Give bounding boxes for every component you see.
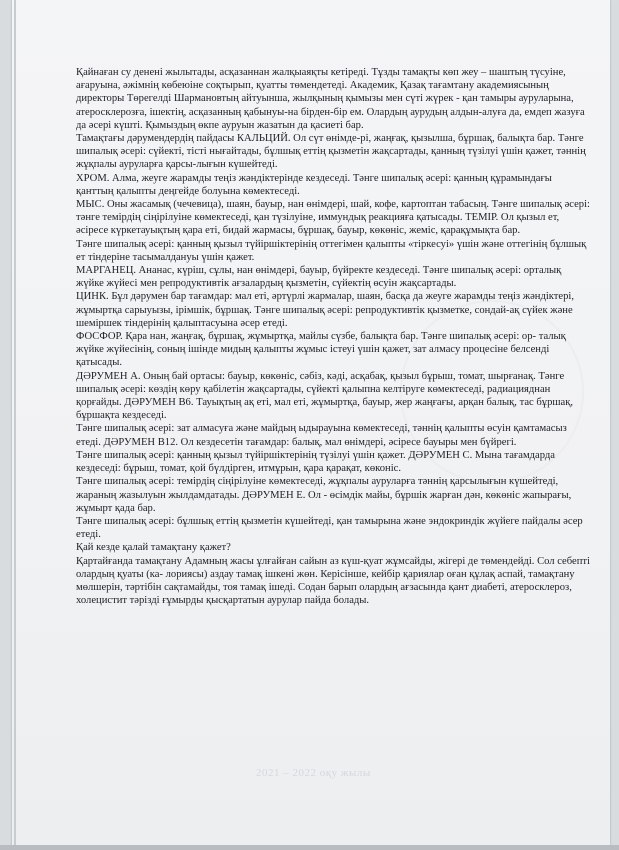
paragraph-calcium: Тамақтағы дәрумендердің пайдасы КАЛЬЦИЙ. Ол сүт өнімде-рі, жаңғақ, қызылша, бұршақ, балықта бар. Тәнге шипалық әсері: сүйекті, тісті нығайтады, бұлшық еттің қызметін жақсартады, қанның түзілуі үшін қажет, тәннің жұқпалы ауруларға қарсы-лығын күшейтеді. [76, 133, 586, 171]
page-edge [14, 0, 16, 850]
paragraph-copper-iron: МЫС. Оны жасамық (чечевица), шаян, бауыр, нан өнімдері, шай, кофе, картоптан табасың. Тәнге шипалық әсері: тәнге темірдің сіңірілуіне көмектеседі, қан түзілуіне, иммундық реакцияға қатысады. ТЕМІР. Ол қызыл ет, әсіресе күркетауықтың қара еті, бидай жармасы, бұршақ, бауыр, көкөніс, жеміс, қарақұмықта бар. [76, 199, 590, 237]
paragraph-vitamin-b12: Тәнге шипалық әсері: зат алмасуға және майдың ыдырауына көмектеседі, тәннің қалыпты өсуін қамтамасыз етеді. ДӘРУМЕН В12. Ол кездесетін тағамдар: балық, мал өнімдері, әсіресе бауыры мен бүйрегі. [76, 423, 567, 448]
paragraph-vitamin-a-b6: ДӘРУМЕН А. Оның бай ортасы: бауыр, көкөніс, сәбіз, кәді, асқабақ, қызыл бұрыш, томат, шырғанақ. Тәнге шипалық әсері: көздің көру қабілетін жақсартады, сүйекті қалыпна келтіруге көмектеседі, радиацияднан қорғайды. ДӘРУМЕН В6. Тауықтың ақ еті, мал еті, жұмыртқа, бауыр, жер жаңғағы, арқан балық, тас бұршақ, бұршақта кездеседі. [76, 370, 574, 422]
document-body [76, 66, 590, 607]
paragraph-manganese: МАРГАНЕЦ. Ананас, күріш, сұлы, нан өнімдері, бауыр, бүйректе кездеседі. Тәнге шипалық әсері: орталық жүйке жүйесі мен репродуктивтік ағзалардың қызметін, сүйектің өсуін жақсартады. [76, 265, 562, 290]
paragraph-vitamin-e: Тәнге шипалық әсері: темірдің сіңірілуіне көмектеседі, жұқпалы ауруларға тәннің қарсылығын күшейтеді, жараның жазылуын жылдамдатады. ДӘРУМЕН Е. Ол - өсімдік майы, бұршік жарған дән, көкөніс жапырағы, жұмырт қада бар. [76, 476, 572, 514]
paragraph-zinc: ЦИНК. Бұл дәрумен бар тағамдар: мал еті, әртүрлі жармалар, шаян, басқа да жеуге жарамды теңіз жәндіктері, жұмыртқа сарыуызы, ірімшік, бұршақ. Тәнге шипалық әсері: репродуктивтік қызметке, сондай-ақ сүйек және шеміршек тіндерінің қалыптасуына әсер етеді. [76, 291, 575, 329]
paragraph-boiled-water: Қайнаған су денені жылытады, асқазаннан жалқыаяқты кетіреді. Тұзды тамақты көп жеу – шаштың түсуіне, ағаруына, әжімнің көбеюіне соқтырып, қуатты төмендетеді. Академик, Қазақ тағамтану академиясының директоры Төрегелді Шармановтың айтуынша, жылқының қымызы мен сүті жүрек - қан тамыры ауруларына, атеросклерозға, ішектің, асқазанның қабынуы-на бірден-бір ем. Олардың аурудың алдын-алуға да, емдеп жазуға да әсері күшті. Қымыздың өкпе ауруын жазатын да қасиеті бар. [76, 67, 585, 131]
scan-bottom-edge [0, 845, 619, 850]
paragraph-chromium: ХРОМ. Алма, жеуге жарамды теңіз жәндіктерінде кездеседі. Тәнге шипалық әсері: қанның құрамындағы қанттың қалыпты деңгейде болуына көмектеседі. [76, 172, 552, 197]
paragraph-phosphorus: ФОСФОР. Қара нан, жаңғақ, бұршақ, жұмыртқа, майлы сүзбе, балықта бар. Тәнге шипалық әсері: ор- талық жүйке жүйесінің, соның ішінде мидың қалыпты жұмыс істеуі үшін қажет, зат алмасу процесіне белсенді қатысады. [76, 331, 566, 369]
paragraph-vitamin-c: Тәнге шипалық әсері: қанның қызыл түйіршіктерінің түзілуі үшін қажет. ДӘРУМЕН С. Мына тағамдарда кездеседі: бұрыш, томат, қой бүлдірген, итмұрын, қара қарақат, көконіс. [76, 449, 555, 475]
section-heading-nutrition-when: Қай кезде қалай тамақтану қажет? [76, 542, 231, 554]
faded-watermark: 2021 – 2022 оқу жылы [256, 767, 371, 779]
paragraph-muscle-effect: Тәнге шипалық әсері: бұлшық еттің қызметін күшейтеді, қан тамырына және эндокриндік жүйеге пайдалы әсер етеді. [76, 515, 583, 541]
paragraph-iron-effect: Тәнге шипалық әсері: қанның қызыл түйіршіктерінің оттегімен қалыпты «тіркесуі» үшін және оттегінің бұлшық ет тіндеріне тасымалдануы үшін қажет. [76, 238, 587, 263]
paragraph-elderly-nutrition: Қартайғанда тамақтану Адамның жасы ұлғайған сайын аз күш-қуат жұмсайды, жігері де төмендейді. Сол себепті олардың қуаты (ка- лориясы) аздау тамақ ішкені жөн. Керісінше, кейбір қариялар оған құлақ аспай, тамақтану мөлшерін, тәртібін сақтамайды, тоя тамақ ішеді. Содан барып олардың ағзасында қант диабеті, атеросклероз, холецистит тәрізді ғұмырды қысқартатын аурулар пайда болады. [76, 555, 590, 607]
